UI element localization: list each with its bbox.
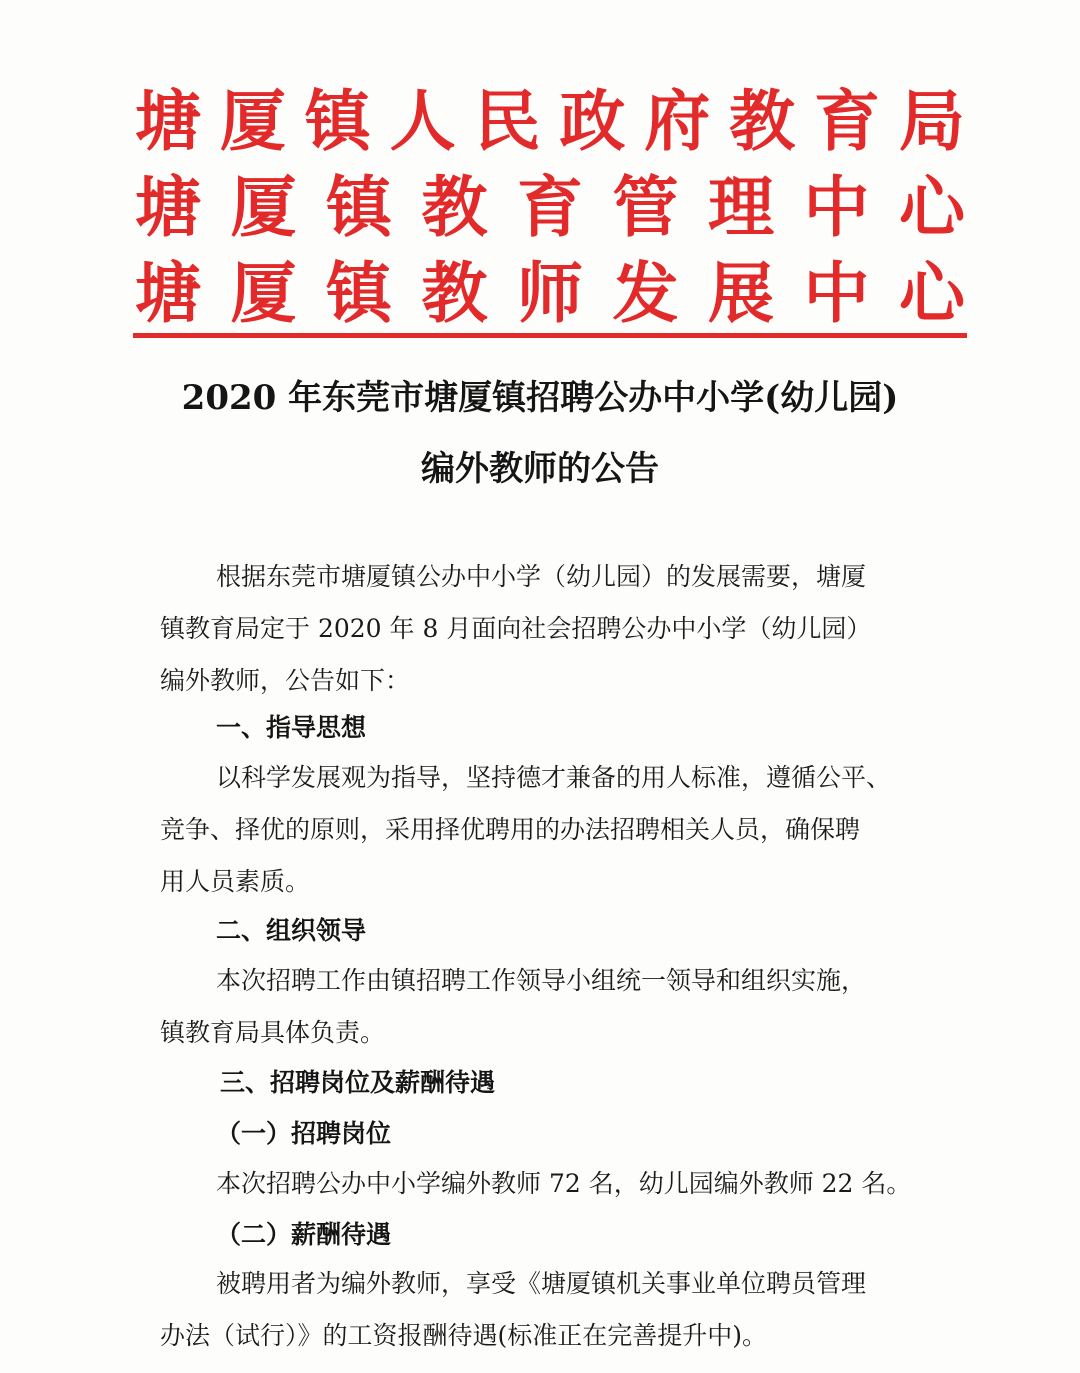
- letterhead-char: 镇: [326, 168, 392, 246]
- section-2-paragraph: [160, 955, 950, 1059]
- red-divider-rule: [133, 333, 967, 338]
- letterhead-char: 师: [517, 254, 583, 332]
- letterhead-char: 育: [517, 168, 583, 246]
- letterhead-char: 中: [803, 168, 870, 246]
- intro-paragraph: [160, 551, 950, 707]
- section-3-sub-2-line-2: 办法（试行）》的工资报酬待遇(标准正在完善提升中)。: [160, 1321, 768, 1350]
- letterhead-char: 厦: [219, 82, 286, 160]
- section-3-sub-1-line-1: 本次招聘公办中小学编外教师 72 名，幼儿园编外教师 22 名。: [216, 1169, 912, 1198]
- letterhead-line-1: [135, 78, 965, 164]
- letterhead-char: 育: [814, 82, 880, 160]
- letterhead-char: 镇: [304, 82, 371, 160]
- letterhead-char: 厦: [230, 254, 297, 332]
- section-3-heading: 三、招聘岗位及薪酬待遇: [220, 1068, 496, 1097]
- section-1-heading: 一、指导思想: [216, 713, 367, 742]
- letterhead-char: 中: [803, 254, 870, 332]
- letterhead-char: 镇: [326, 254, 392, 332]
- letterhead-line-3: [135, 250, 965, 336]
- letterhead-char: 府: [644, 82, 711, 160]
- section-1-line-2: 竞争、择优的原则，采用择优聘用的办法招聘相关人员，确保聘: [160, 815, 861, 844]
- section-3-sub-2-heading: （二）薪酬待遇: [216, 1220, 392, 1249]
- letterhead-char: 教: [421, 254, 488, 332]
- section-2-line-1: 本次招聘工作由镇招聘工作领导小组统一领导和组织实施，: [216, 966, 867, 995]
- section-1-line-1: 以科学发展观为指导，坚持德才兼备的用人标准，遵循公平、: [216, 763, 892, 792]
- letterhead-char: 政: [559, 82, 626, 160]
- letterhead-char: 展: [708, 254, 774, 332]
- letterhead-char: 塘: [135, 82, 201, 160]
- letterhead-char: 局: [898, 82, 965, 160]
- section-1-line-3: 用人员素质。: [160, 867, 311, 896]
- section-3-sub-2-paragraph: [160, 1258, 950, 1362]
- section-2-line-2: 镇教育局具体负责。: [160, 1018, 386, 1047]
- letterhead-char: 人: [389, 82, 456, 160]
- letterhead-char: 塘: [135, 254, 201, 332]
- intro-line-3: 编外教师，公告如下：: [160, 666, 411, 695]
- letterhead-char: 理: [708, 168, 774, 246]
- letterhead-line-2: [135, 164, 965, 250]
- letterhead-char: 管: [612, 168, 679, 246]
- letterhead-char: 教: [729, 82, 796, 160]
- letterhead-char: 塘: [135, 168, 201, 246]
- intro-line-2: 镇教育局定于 2020 年 8 月面向社会招聘公办中小学（幼儿园）: [160, 614, 872, 643]
- section-1-paragraph: [160, 752, 950, 908]
- letterhead-char: 厦: [230, 168, 297, 246]
- letterhead-char: 教: [421, 168, 488, 246]
- letterhead-char: 发: [612, 254, 679, 332]
- section-3-sub-1-paragraph: [160, 1158, 950, 1210]
- intro-line-1: 根据东莞市塘厦镇公办中小学（幼儿园）的发展需要，塘厦: [216, 562, 867, 591]
- letterhead-char: 心: [899, 168, 965, 246]
- letterhead-char: 民: [474, 82, 541, 160]
- document-title-line-1: 2020 年东莞市塘厦镇招聘公办中小学(幼儿园): [181, 378, 899, 418]
- section-3-sub-2-line-1: 被聘用者为编外教师，享受《塘厦镇机关事业单位聘员管理: [216, 1269, 867, 1298]
- red-letterhead: [135, 78, 965, 336]
- document-title-line-2: 编外教师的公告: [421, 449, 659, 489]
- section-3-sub-1-heading: （一）招聘岗位: [216, 1119, 392, 1148]
- section-2-heading: 二、组织领导: [216, 916, 367, 945]
- letterhead-char: 心: [899, 254, 965, 332]
